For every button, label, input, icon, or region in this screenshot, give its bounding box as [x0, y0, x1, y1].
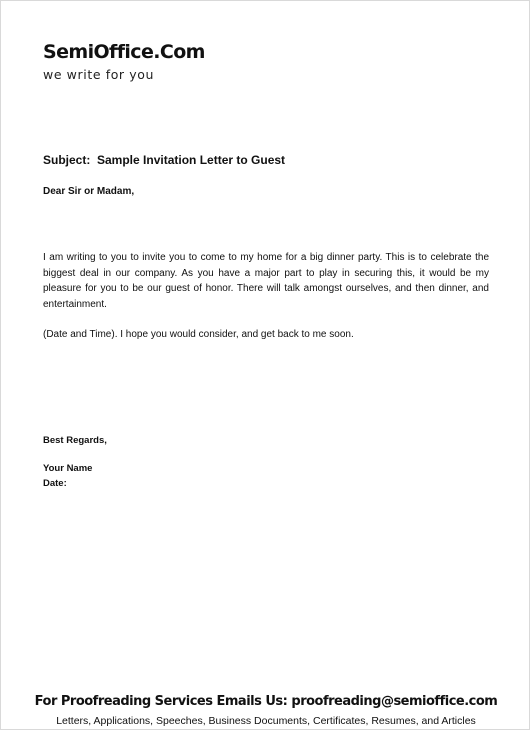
site-logo: SemiOffice.Com	[43, 41, 205, 63]
footer-contact: For Proofreading Services Emails Us: proofreading@semioffice.com	[34, 694, 498, 709]
letter-paragraph-1: I am writing to you to invite you to come to my home for a big dinner party. This is to celebrate the biggest deal in our company. As you have a major part to play in securing this, it would be my pleasure for you to be our guest of honor. There will talk amongst ourselves, and then dinner, and entertainment.	[43, 252, 489, 310]
signature-name: Your Name	[43, 463, 93, 474]
footer-services: Letters, Applications, Speeches, Business Documents, Certificates, Resumes, and Articles	[56, 715, 476, 727]
letter-salutation: Dear Sir or Madam,	[43, 186, 135, 197]
letter-subject: Subject: Sample Invitation Letter to Guest	[43, 153, 286, 167]
site-tagline: we write for you	[43, 67, 155, 82]
letter-closing: Best Regards,	[43, 435, 107, 446]
letter-paragraph-2: (Date and Time). I hope you would consider, and get back to me soon.	[43, 329, 354, 340]
signature-date: Date:	[43, 478, 67, 489]
